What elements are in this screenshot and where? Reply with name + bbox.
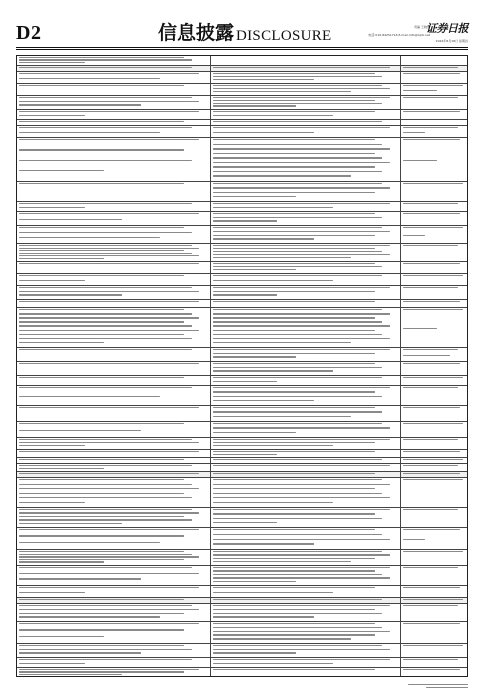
page-header <box>16 22 468 46</box>
header-rule-thin <box>16 49 468 50</box>
editor-line: 责编 王晓涛 <box>414 25 430 29</box>
header-rule <box>16 47 468 48</box>
section-title: 信息披露 <box>158 22 235 44</box>
contact-line: 电话:010-84251716 E-mail:info@zqrb.net <box>368 33 430 37</box>
issue-date: 2022年8月18日 星期四 <box>435 39 468 43</box>
disclosure-table <box>16 55 468 677</box>
page-number: D2 <box>16 22 42 44</box>
masthead-logo: 证券日报 <box>426 22 468 35</box>
table-border <box>16 55 468 677</box>
section-title-en: DISCLOSURE <box>236 28 332 44</box>
text-line <box>426 687 468 688</box>
header-meta <box>368 25 430 37</box>
text-line <box>408 684 468 685</box>
